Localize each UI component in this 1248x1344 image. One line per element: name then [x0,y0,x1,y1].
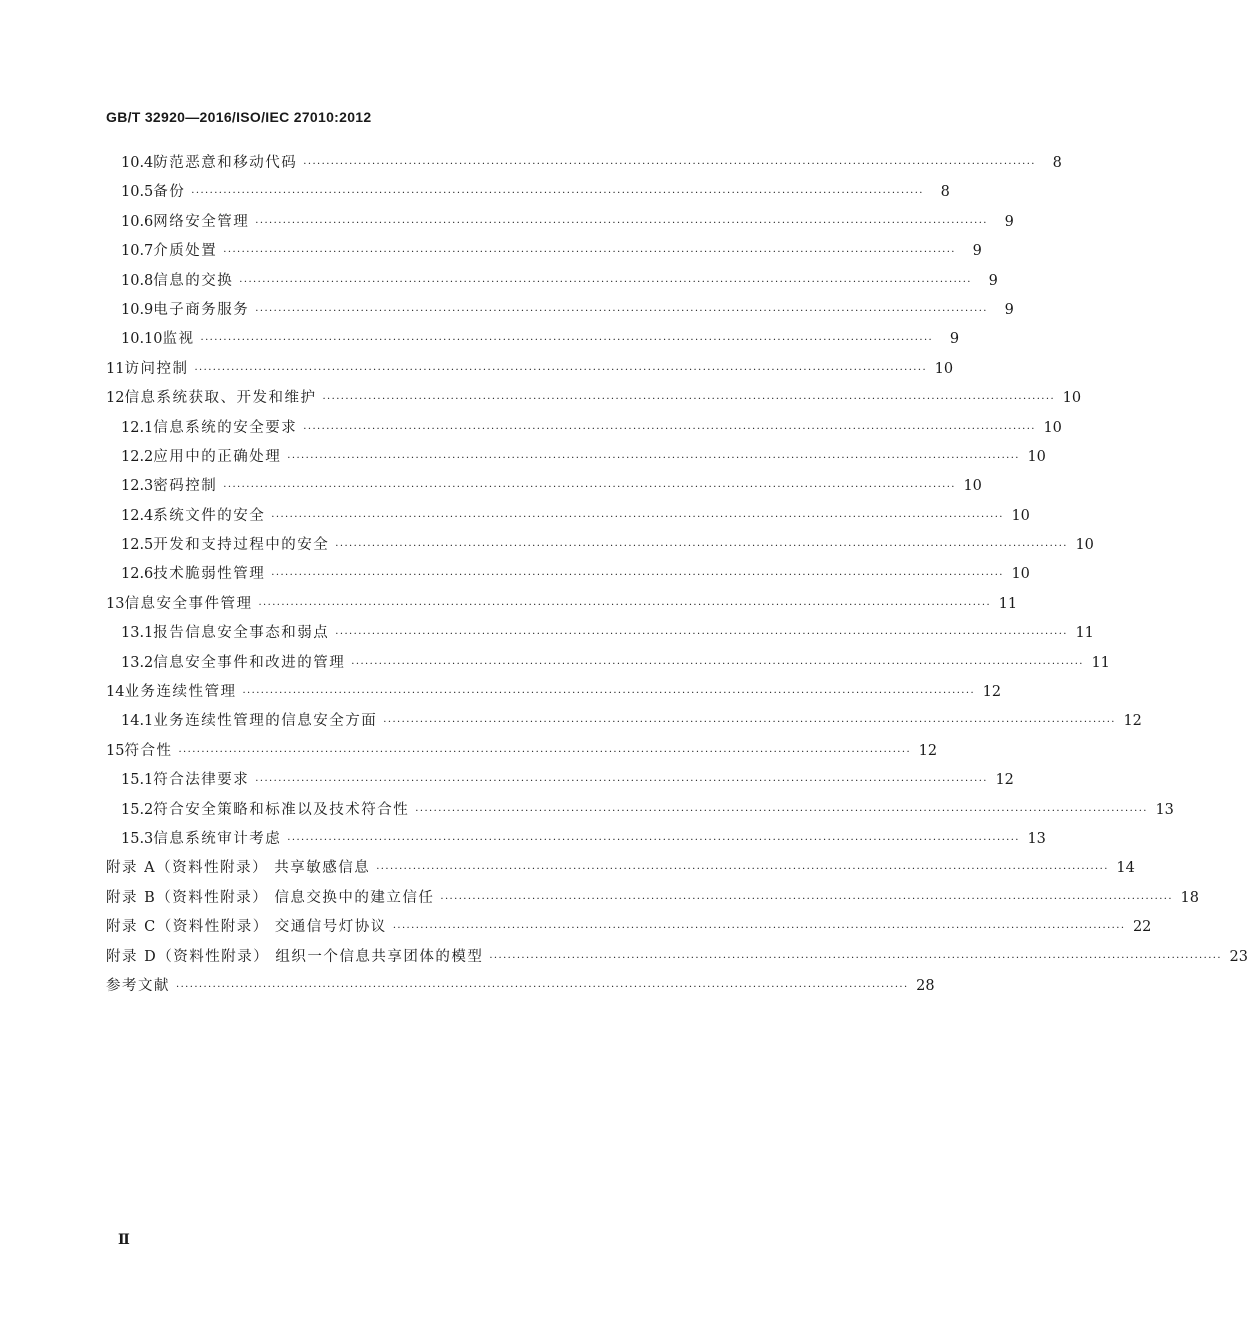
toc-entry-page: 9 [1004,301,1014,318]
dot-leader: ································································································································································ [271,570,1004,582]
toc-entry-page: 10 [1027,448,1046,465]
toc-entry-number: 10.7 [121,243,154,260]
toc-entry-title: 信息系统的安全要求 [153,419,298,436]
toc-entry-number: 14.1 [121,713,154,730]
dot-leader: ································································································································································ [191,188,924,200]
toc-entry-title: 防范恶意和移动代码 [153,155,298,171]
toc-entry-number: 10.5 [121,184,154,201]
toc-entry-title: 报告信息安全事态和弱点 [153,625,330,642]
toc-entry-number: 11 [106,360,125,377]
dot-leader: ································································································································································ [194,364,928,376]
toc-entry[interactable] [106,149,1062,178]
toc-entry-page: 10 [963,478,982,495]
toc-entry-title: 系统文件的安全 [153,507,266,524]
page-number-footer: Ⅱ [118,1232,130,1248]
toc-entry-number: 12.4 [121,507,154,524]
toc-entry-number: 14 [106,684,125,701]
toc-entry[interactable] [106,737,938,766]
toc-entry-title: 附录 A（资料性附录） 共享敏感信息 [106,860,371,877]
document-header: GB/T 32920—2016/ISO/IEC 27010:2012 [106,109,372,125]
toc-entry-page: 13 [1155,801,1174,818]
toc-entry-title: 监视 [162,331,195,348]
toc-entry-title: 密码控制 [153,478,218,495]
toc-entry[interactable] [106,825,1046,854]
dot-leader: ································································································································································ [322,394,1056,406]
toc-entry-page: 12 [982,684,1002,701]
toc-entry-number: 10.10 [121,331,163,348]
toc-entry-page: 10 [1075,537,1094,554]
dot-leader: ································································································································································ [200,335,934,347]
dot-leader: ································································································································································ [303,159,1036,170]
dot-leader: ································································································································································ [287,452,1020,464]
toc-entry[interactable] [106,972,935,1001]
toc-entry-page: 10 [1043,419,1062,436]
toc-entry[interactable] [106,472,982,501]
toc-entry-number: 10.4 [121,155,154,171]
toc-entry-number: 12.1 [121,419,154,436]
dot-leader: ································································································································································ [335,541,1068,553]
toc-entry[interactable] [106,325,960,354]
dot-leader: ································································································································································ [335,629,1068,641]
toc-entry-number: 10.9 [121,301,154,318]
dot-leader: ································································································································································ [376,864,1109,876]
toc-entry[interactable] [106,267,998,296]
toc-entry-title: 技术脆弱性管理 [153,566,266,583]
dot-leader: ································································································································································ [392,923,1126,935]
toc-entry-page: 10 [1011,507,1030,524]
toc-entry-number: 12.6 [121,566,154,583]
toc-entry-page: 9 [988,272,998,289]
toc-entry-title: 访问控制 [124,360,189,377]
toc-entry-page: 8 [1052,155,1062,171]
dot-leader: ································································································································································ [440,893,1173,905]
toc-entry-title: 开发和支持过程中的安全 [153,537,330,554]
toc-entry[interactable] [106,854,1135,883]
toc-entry-number: 12.5 [121,537,154,554]
toc-entry[interactable] [106,884,1199,913]
table-of-contents [106,149,1248,1001]
dot-leader: ································································································································································ [255,776,988,788]
toc-entry[interactable] [106,443,1046,472]
toc-entry[interactable] [106,414,1062,443]
toc-entry[interactable] [106,208,1014,237]
toc-entry-title: 符合安全策略和标准以及技术符合性 [153,801,410,818]
toc-entry-title: 备份 [153,184,186,201]
toc-entry-title: 信息系统获取、开发和维护 [124,390,317,407]
toc-entry[interactable] [106,502,1030,531]
toc-entry[interactable] [106,384,1082,413]
toc-entry[interactable] [106,619,1094,648]
dot-leader: ································································································································································ [239,276,972,288]
toc-entry-page: 10 [1062,390,1082,407]
toc-entry-title: 业务连续性管理 [124,684,237,701]
dot-leader: ································································································································································ [271,511,1004,523]
toc-entry-page: 13 [1027,830,1046,847]
toc-entry[interactable] [106,796,1174,825]
dot-leader: ································································································································································ [255,217,988,229]
toc-entry-title: 介质处置 [153,243,218,260]
toc-entry-number: 12.3 [121,478,154,495]
toc-entry-page: 10 [1011,566,1030,583]
toc-entry[interactable] [106,943,1248,972]
toc-entry-page: 10 [934,360,954,377]
toc-entry-title: 符合性 [124,742,173,759]
dot-leader: ································································································································································ [178,746,912,758]
dot-leader: ································································································································································ [351,658,1084,670]
toc-entry-title: 信息安全事件和改进的管理 [153,654,346,671]
toc-entry-number: 15.2 [121,801,154,818]
toc-entry-title: 参考文献 [106,977,170,994]
toc-entry-title: 附录 C（资料性附录） 交通信号灯协议 [106,919,387,936]
toc-entry-page: 11 [1091,654,1110,671]
toc-entry[interactable] [106,531,1094,560]
toc-entry-title: 网络安全管理 [153,213,250,230]
dot-leader: ································································································································································ [287,834,1020,846]
toc-entry-page: 12 [995,772,1014,789]
toc-entry-page: 14 [1116,860,1135,877]
toc-entry-page: 11 [998,595,1018,612]
toc-entry-title: 附录 D（资料性附录） 组织一个信息共享团体的模型 [106,948,484,965]
dot-leader: ································································································································································ [176,981,909,993]
toc-entry-number: 13.1 [121,625,154,642]
dot-leader: ································································································································································ [258,599,992,611]
toc-entry-number: 12.2 [121,448,154,465]
toc-entry-title: 应用中的正确处理 [153,448,282,465]
toc-entry-page: 11 [1075,625,1094,642]
toc-entry-page: 8 [940,184,950,201]
toc-entry-page: 12 [1123,713,1142,730]
toc-entry[interactable] [106,913,1152,942]
dot-leader: ································································································································································ [223,247,956,259]
toc-entry[interactable] [106,296,1014,325]
toc-entry[interactable] [106,355,954,384]
toc-entry-number: 10.6 [121,213,154,230]
toc-entry[interactable] [106,237,982,266]
dot-leader: ································································································································································ [383,717,1116,729]
toc-entry[interactable] [106,560,1030,589]
toc-entry-page: 18 [1180,889,1199,906]
toc-entry-number: 12 [106,390,125,407]
toc-entry[interactable] [106,707,1142,736]
toc-entry-title: 信息系统审计考虑 [153,830,282,847]
toc-entry-page: 28 [916,977,935,994]
dot-leader: ································································································································································ [303,423,1036,435]
dot-leader: ································································································································································ [255,305,988,317]
toc-entry-number: 15.1 [121,772,154,789]
toc-entry-number: 15 [106,742,125,759]
toc-entry-page: 9 [949,331,960,348]
toc-entry-number: 13.2 [121,654,154,671]
toc-entry-title: 信息安全事件管理 [124,595,253,612]
toc-entry[interactable] [106,649,1110,678]
toc-entry-title: 信息的交换 [153,272,234,289]
toc-entry-page: 9 [1004,213,1014,230]
dot-leader: ································································································································································ [415,805,1148,817]
toc-entry[interactable] [106,178,950,207]
toc-entry-page: 23 [1229,948,1248,965]
dot-leader: ································································································································································ [489,952,1222,964]
toc-entry-number: 15.3 [121,830,154,847]
toc-entry-title: 电子商务服务 [153,301,250,318]
toc-entry-page: 9 [972,243,982,260]
dot-leader: ································································································································································ [223,482,956,494]
dot-leader: ································································································································································ [242,688,976,700]
toc-entry-title: 符合法律要求 [153,772,250,789]
toc-entry[interactable] [106,590,1018,619]
toc-entry-number: 13 [106,595,125,612]
toc-entry-title: 附录 B（资料性附录） 信息交换中的建立信任 [106,889,435,906]
toc-entry-number: 10.8 [121,272,154,289]
toc-entry[interactable] [106,766,1014,795]
toc-entry-title: 业务连续性管理的信息安全方面 [153,713,378,730]
toc-entry[interactable] [106,678,1002,707]
toc-entry-page: 12 [918,742,938,759]
toc-entry-page: 22 [1132,919,1152,936]
